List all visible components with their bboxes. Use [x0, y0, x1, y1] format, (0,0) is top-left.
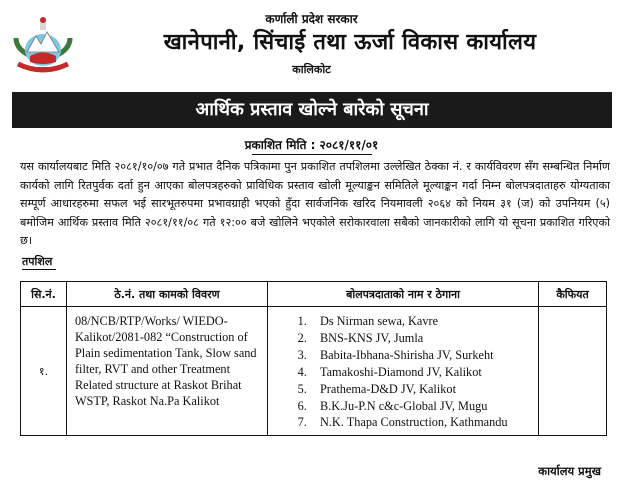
bidder-item: 6. B.K.Ju-P.N c&c-Global JV, Mugu — [310, 398, 530, 415]
table-header-row — [21, 282, 607, 307]
bidder-item: 2. BNS-KNS JV, Jumla — [310, 330, 530, 347]
notice-body: यस कार्यालयबाट मिति २०८१/१०/०७ गते प्रभात दैनिक पत्रिकामा पुन प्रकाशित तपशिलमा उल्लेखित ठेक्का नं. र कार्यविवरण सँग सम्बन्धित निर्माण कार्यको लागि रितपुर्वक दर्ता हुन आएका बोलपत्रहरुको प्राविधिक प्रस्ताव खोली मूल्याङ्कन समितिले मूल्याङ्कन गर्दा निम्न बोलपत्रदाताहरु योग्यताका सम्पूर्ण आधारहरुमा सफल भई सारभूतरुपमा प्रभावग्राही भएको हुँदा सार्वजनिक खरिद नियमावली २०६४ को नियम ३१ (ज) को उपनियम (५) बमोजिम आर्थिक प्रस्ताव मिति २०८१/११/०८ गते १२:०० बजे खोलिने भएकोले सरोकारवाला सबैको जानकारीको लागि यो सूचना प्रकाशित गरिएको छ। — [20, 160, 610, 247]
published-date-text: प्रकाशित मिति : २०८१/११/०१ — [244, 138, 379, 152]
header-bidders: बोलपत्रदाताको नाम र ठेगाना — [267, 282, 538, 307]
details-label: तपशिल — [22, 255, 53, 268]
row-bidders — [267, 307, 538, 436]
bidder-item: 3. Babita-Ibhana-Shirisha JV, Surkeht — [310, 347, 530, 364]
published-date-underline — [252, 154, 372, 155]
notice-title: आर्थिक प्रस्ताव खोल्ने बारेको सूचना — [12, 92, 612, 128]
office-name: खानेपानी, सिंचाई तथा ऊर्जा विकास कार्यालय — [163, 30, 537, 55]
row-contract: 08/NCB/RTP/Works/ WIEDO-Kalikot/2081-082 “Construction of Plain sedimentation Tank, Slow sand filter, RVT and other Treatment Related structure at Raskot Brihat WSTP, Raskot Na.Pa Kalikot — [66, 307, 267, 436]
bidders-table — [20, 281, 607, 436]
header-sn: सि.नं. — [21, 282, 67, 307]
bidder-item: 7. N.K. Thapa Construction, Kathmandu — [310, 414, 530, 431]
bidder-item: 1. Ds Nirman sewa, Kavre — [310, 313, 530, 330]
row-remarks — [539, 307, 607, 436]
row-sn: १. — [21, 307, 67, 436]
table-row — [21, 307, 607, 436]
bidder-item: 4. Tamakoshi-Diamond JV, Kalikot — [310, 364, 530, 381]
bidder-item: 5. Prathema-D&D JV, Kalikot — [310, 381, 530, 398]
office-chief-signature: कार्यालय प्रमुख — [538, 464, 601, 478]
header-remarks: कैफियत — [539, 282, 607, 307]
government-label: कर्णाली प्रदेश सरकार — [265, 12, 358, 26]
published-date — [0, 136, 623, 155]
office-location: कालिकोट — [292, 63, 331, 76]
header-contract: ठे.नं. तथा कामको विवरण — [66, 282, 267, 307]
details-label-underline — [22, 269, 56, 270]
